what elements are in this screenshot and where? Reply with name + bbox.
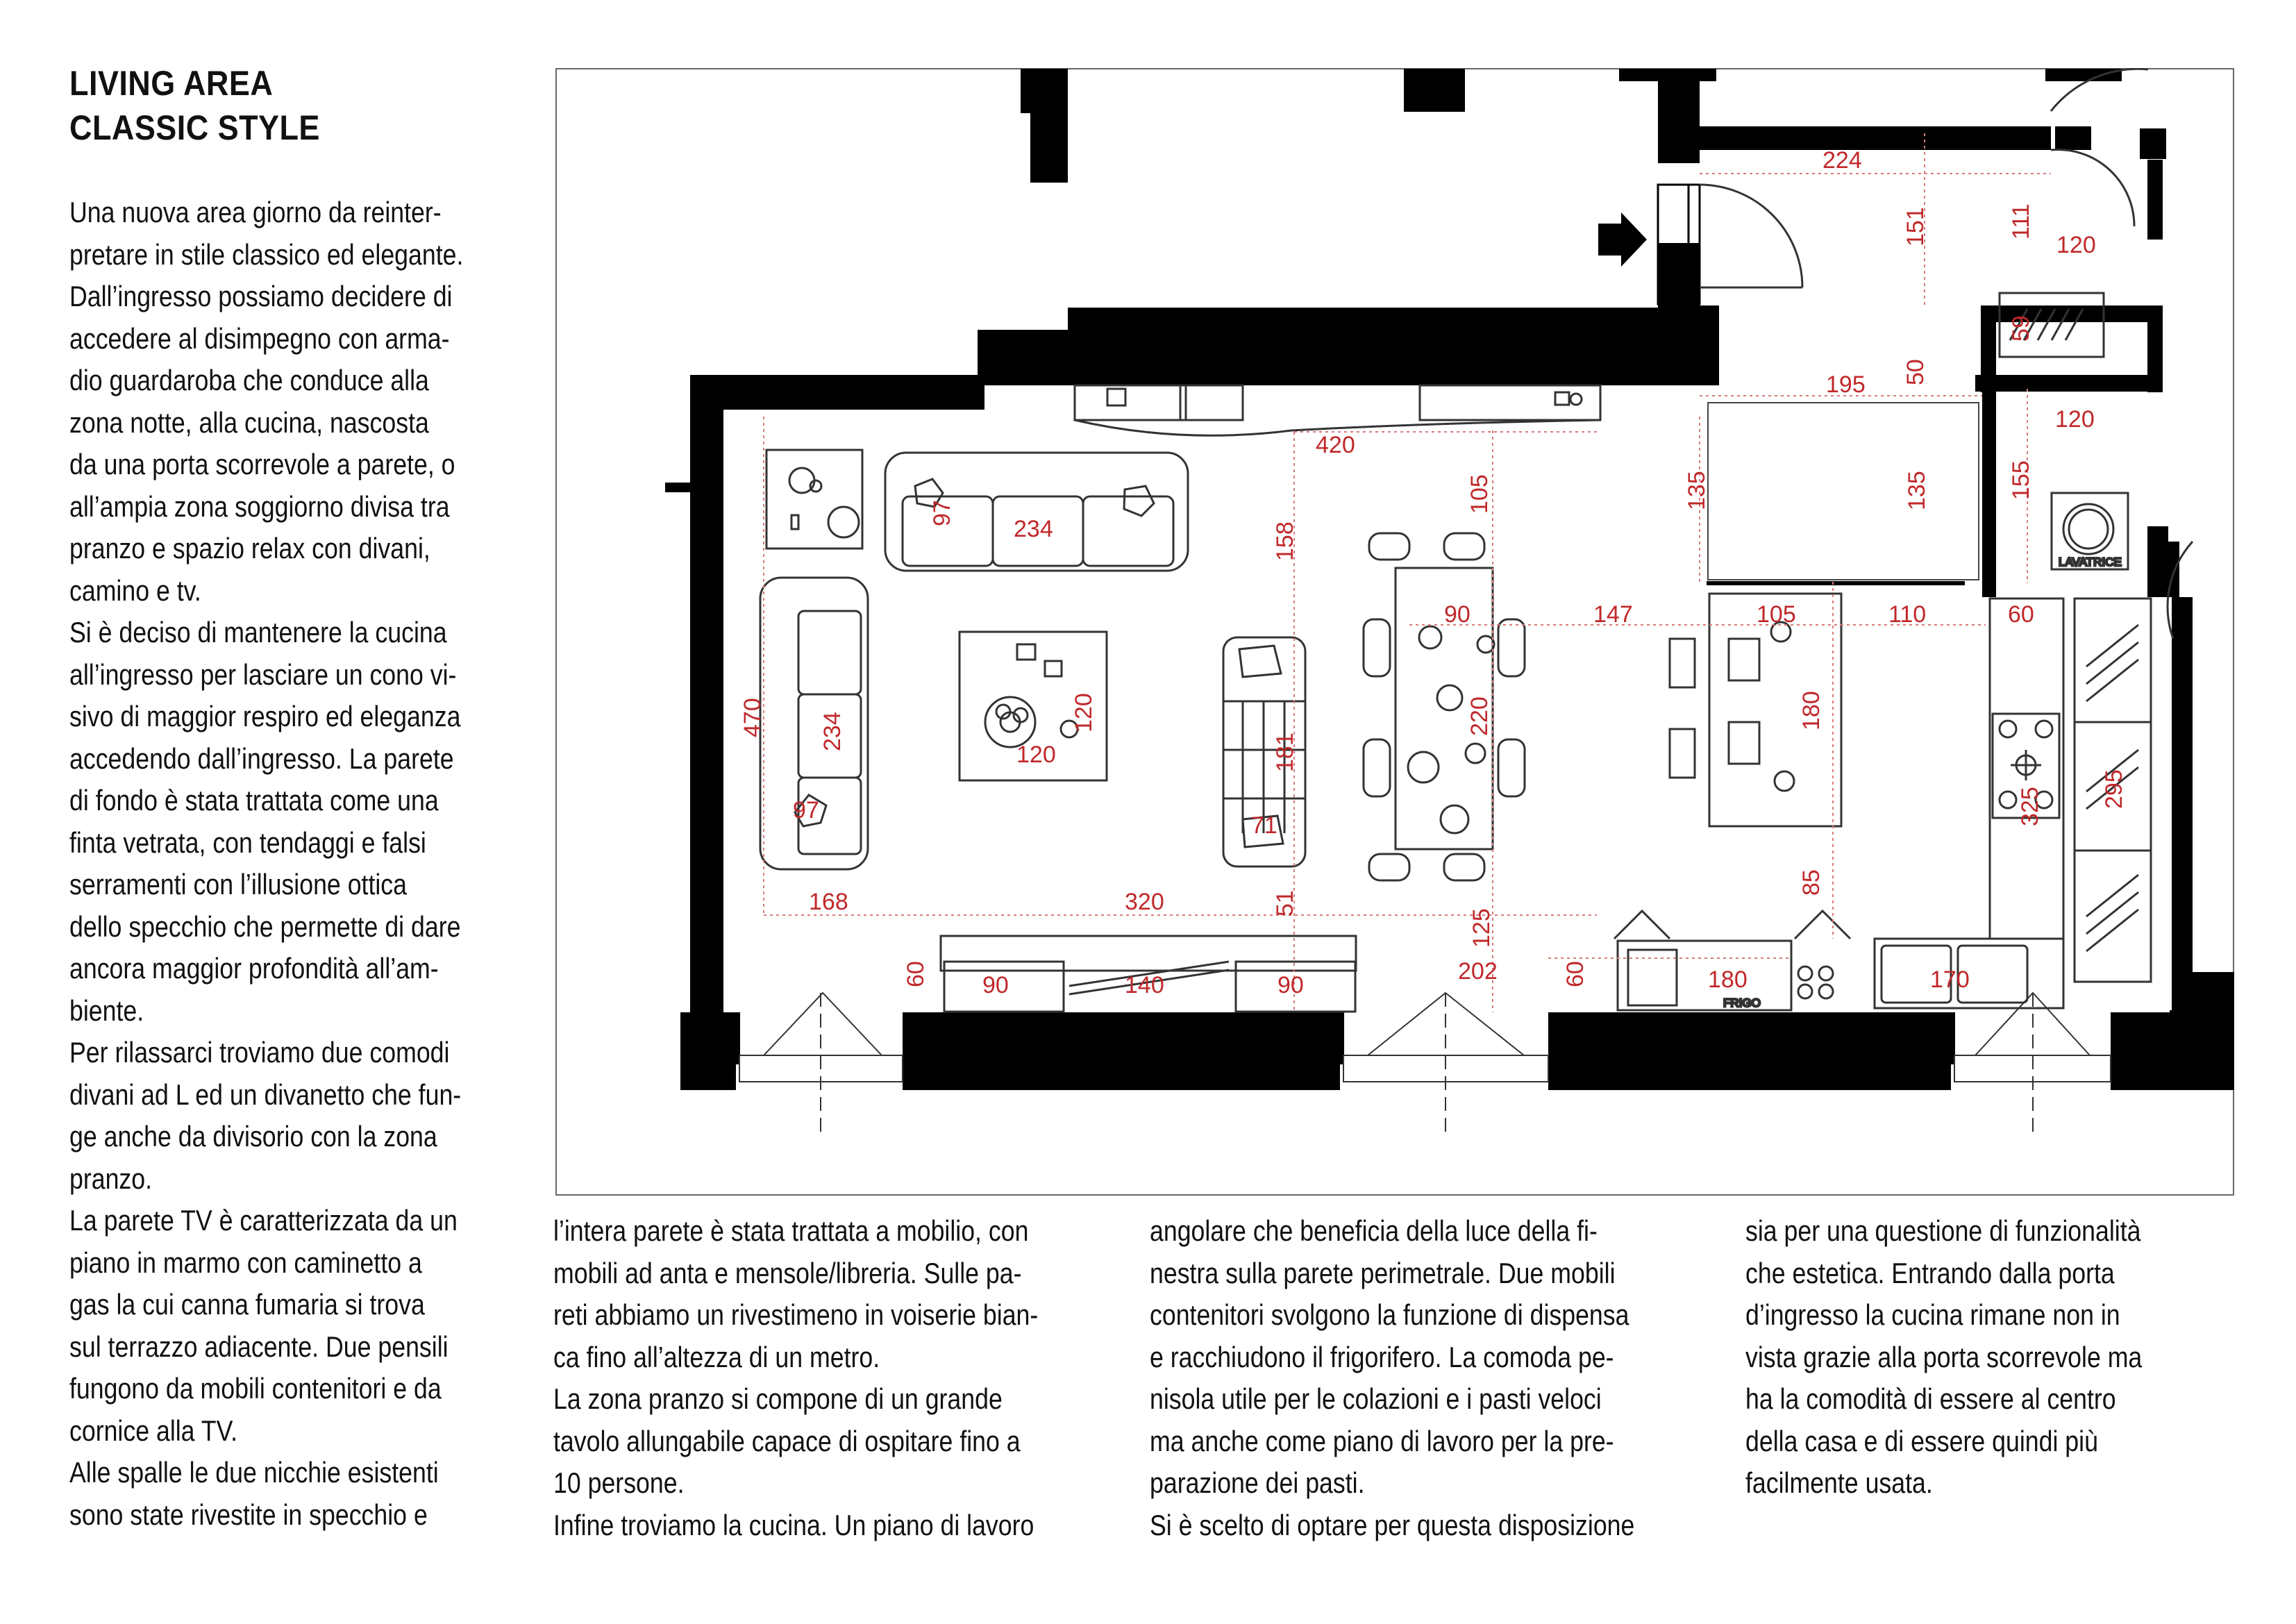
col1-line: cornice alla TV. [69, 1414, 238, 1447]
dim-59: 59 [2008, 315, 2034, 342]
col1-line: pranzo e spazio relax con divani, [69, 532, 430, 564]
dim-71: 71 [1251, 812, 1277, 839]
col1-line: Alle spalle le due nicchie esistenti [69, 1456, 439, 1489]
col1-line: gas la cui canna fumaria si trova [69, 1288, 425, 1321]
dim-170: 170 [1930, 966, 1970, 993]
col3-line: ma anche come piano di lavoro per la pre- [1150, 1424, 1614, 1457]
dim-120a: 120 [2056, 232, 2096, 258]
col1-line: dio guardaroba che conduce alla [69, 364, 429, 396]
col1-line: serramenti con l’illusione ottica [69, 868, 408, 901]
dining-table [1364, 533, 1525, 880]
washing-machine [2052, 493, 2128, 569]
dim-155: 155 [2008, 460, 2034, 500]
dim-60a: 60 [2008, 601, 2034, 628]
col2-line: reti abbiamo un rivestimeno in voiserie bian- [553, 1298, 1039, 1331]
dim-470: 470 [739, 698, 766, 737]
text-column-4 [1745, 1210, 2142, 1505]
dim-90a: 90 [1444, 601, 1470, 628]
col3-line: contenitori svolgono la funzione di dispensa [1150, 1298, 1629, 1331]
col1-line: Dall’ingresso possiamo decidere di [69, 280, 453, 312]
dim-60c: 60 [1562, 961, 1589, 987]
kitchen-right-counter [1990, 598, 2063, 939]
col1-line: zona notte, alla cucina, nascosta [69, 405, 429, 439]
kitchen-pantry [1614, 911, 1850, 939]
dim-180b: 180 [1708, 966, 1748, 993]
dim-51: 51 [1272, 890, 1298, 916]
col1-line: all’ampia zona soggiorno divisa tra [69, 489, 450, 523]
col4-line: sia per una questione di funzionalità [1745, 1214, 2141, 1247]
dim-135a: 135 [1684, 471, 1710, 510]
col3-line: angolare che beneficia della luce della fi- [1150, 1214, 1598, 1247]
side-table-left [766, 450, 862, 549]
label-lavatrice: LAVATRICE [2059, 555, 2122, 569]
col2-line: tavolo allungabile capace di ospitare fino a [553, 1424, 1021, 1457]
col1-line: ge anche da divisorio con la zona [69, 1120, 437, 1153]
col1-line: accedere al disimpegno con arma- [69, 321, 450, 355]
col1-line: pranzo. [69, 1162, 153, 1195]
col1-line: ancora maggior profondità all’am- [69, 952, 439, 985]
dim-325: 325 [2017, 787, 2043, 826]
dim-110: 110 [1888, 601, 1927, 628]
dim-97b: 97 [793, 797, 819, 823]
dim-90b: 90 [982, 972, 1009, 998]
col1-line: all’ingresso per lasciare un cono vi- [69, 658, 457, 691]
sofa-left [760, 578, 868, 869]
dim-120b: 120 [2055, 406, 2095, 433]
col1-line: sono state rivestite in specchio e [69, 1498, 428, 1531]
dim-202: 202 [1458, 958, 1498, 985]
col3-line: nestra sulla parete perimetrale. Due mobili [1150, 1256, 1616, 1289]
col1-line: La parete TV è caratterizzata da un [69, 1204, 458, 1237]
col4-line: facilmente usata. [1745, 1466, 1933, 1499]
dim-295: 295 [2101, 769, 2127, 809]
col1-line: biente. [69, 994, 144, 1027]
dim-234a: 234 [1014, 516, 1053, 542]
col2-line: l’intera parete è stata trattata a mobilio, con [553, 1214, 1029, 1247]
dim-180a: 180 [1798, 691, 1825, 730]
kitchen-bottom-counter [1618, 939, 2063, 1010]
col4-line: vista grazie alla porta scorrevole ma [1745, 1340, 2143, 1373]
dim-224: 224 [1822, 147, 1862, 174]
text-column-2 [553, 1210, 1038, 1546]
col2-line: 10 persone. [553, 1466, 685, 1499]
col4-line: della casa e di essere quindi più [1745, 1424, 2098, 1457]
hall-wardrobe [1708, 403, 1979, 580]
col1-line: sivo di maggior respiro ed eleganza [69, 700, 461, 733]
dim-111: 111 [2008, 203, 2034, 240]
dim-135b: 135 [1904, 471, 1930, 510]
col1-line: Per rilassarci troviamo due comodi [69, 1036, 450, 1069]
col3-line: Si è scelto di optare per questa disposizione [1150, 1508, 1635, 1541]
dim-105b: 105 [1757, 601, 1796, 628]
dim-125: 125 [1468, 908, 1495, 948]
dim-140: 140 [1125, 972, 1164, 998]
floor-plan [555, 68, 2234, 1196]
col3-line: parazione dei pasti. [1150, 1466, 1365, 1499]
text-column-3 [1150, 1210, 1634, 1546]
col3-line: e racchiudono il frigorifero. La comoda pe- [1150, 1340, 1614, 1373]
col1-line: accedendo dall’ingresso. La parete [69, 742, 454, 775]
dim-120c: 120 [1071, 693, 1097, 733]
col4-line: d’ingresso la cucina rimane non in [1745, 1298, 2120, 1331]
col1-line: dello specchio che permette di dare [69, 910, 461, 943]
title-line-2: CLASSIC STYLE [69, 108, 320, 147]
dim-158: 158 [1272, 521, 1298, 561]
dim-97a: 97 [929, 500, 955, 526]
dim-60b: 60 [903, 961, 929, 987]
dim-234b: 234 [819, 712, 846, 751]
col1-line: divani ad L ed un divanetto che fun- [69, 1078, 462, 1111]
col1-line: da una porta scorrevole a parete, o [69, 448, 455, 480]
col4-line: ha la comodità di essere al centro [1745, 1382, 2116, 1415]
dim-147: 147 [1593, 601, 1633, 628]
col4-line: che estetica. Entrando dalla porta [1745, 1256, 2115, 1289]
title-line-1: LIVING AREA [69, 64, 274, 103]
dim-320: 320 [1125, 889, 1164, 915]
dim-181: 181 [1272, 733, 1298, 772]
col1-line: fungono da mobili contenitori e da [69, 1372, 442, 1405]
col2-line: Infine troviamo la cucina. Un piano di lavoro [553, 1508, 1034, 1541]
wall-clean [1068, 113, 1658, 308]
tv-wall-storage [1075, 385, 1600, 435]
col2-line: ca fino all’altezza di un metro. [553, 1340, 880, 1373]
dim-120d: 120 [1016, 742, 1056, 768]
col1-line: camino e tv. [69, 574, 201, 607]
dim-105a: 105 [1466, 474, 1493, 514]
dim-85: 85 [1798, 869, 1825, 896]
dim-220: 220 [1466, 696, 1493, 736]
dim-195: 195 [1826, 371, 1866, 398]
col1-line: Si è deciso di mantenere la cucina [69, 616, 447, 648]
col1-line: piano in marmo con caminetto a [69, 1246, 422, 1279]
col3-line: nisola utile per le colazioni e i pasti veloci [1150, 1382, 1602, 1415]
col1-line: di fondo è stata trattata come una [69, 784, 439, 817]
dim-168: 168 [809, 889, 848, 915]
col1-line: pretare in stile classico ed elegante. [69, 237, 464, 271]
label-frigo: FRIGO [1723, 996, 1761, 1010]
page-title [69, 61, 444, 150]
col2-line: mobili ad anta e mensole/libreria. Sulle pa- [553, 1256, 1022, 1289]
col1-line: Una nuova area giorno da reinter- [69, 196, 442, 228]
dim-151: 151 [1902, 207, 1929, 246]
text-column-1 [69, 192, 463, 1536]
col1-line: finta vetrata, con tendaggi e falsi [69, 826, 426, 859]
dim-50: 50 [1902, 359, 1929, 385]
dim-420: 420 [1316, 432, 1355, 458]
col1-line: sul terrazzo adiacente. Due pensili [69, 1330, 449, 1363]
col2-line: La zona pranzo si compone di un grande [553, 1382, 1003, 1415]
dim-90c: 90 [1277, 972, 1304, 998]
